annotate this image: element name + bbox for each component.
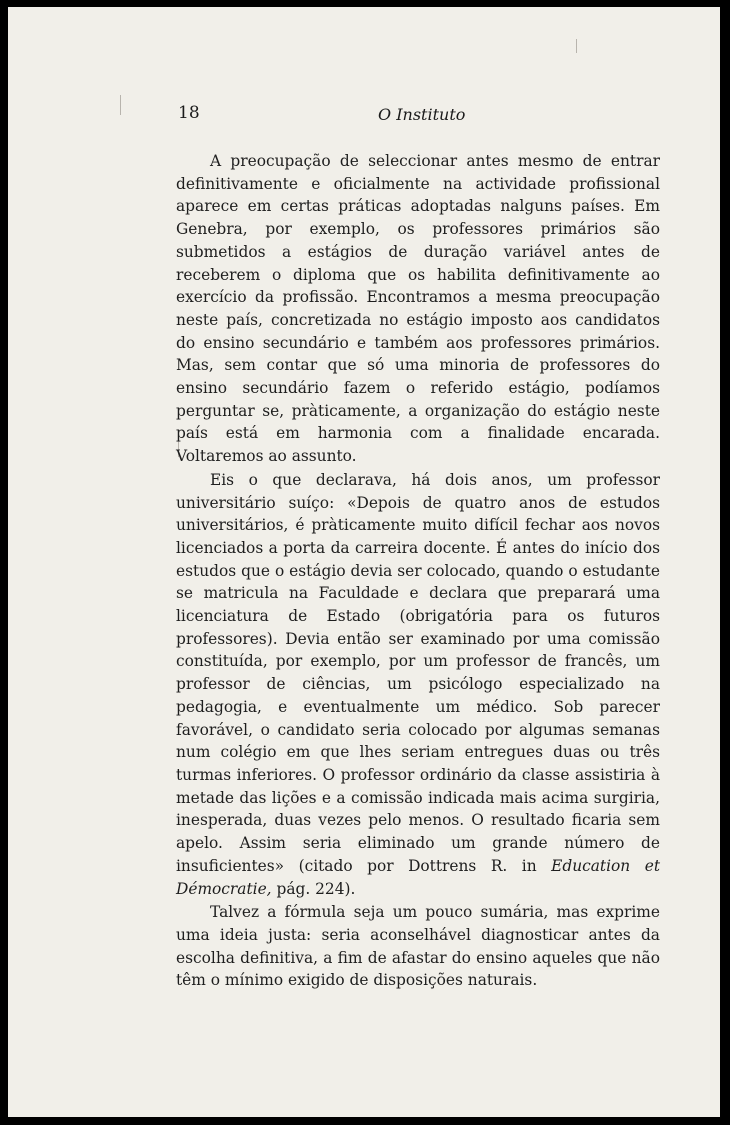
paragraph: Talvez a fórmula seja um pouco sumária, mas exprime uma ideia justa: seria aconselhável diagnosticar antes da escolha definitiva, a fim de afastar do ensino aqueles que não têm o mínimo exigido de disposições naturais.: [176, 903, 660, 990]
paragraph: [176, 469, 660, 900]
paragraph-text: Eis o que declarava, há dois anos, um professor universitário suíço: «Depois de quatro anos de estudos universitários, é pràticamente muito difícil fechar aos novos licenciados a porta da carreira docente. É antes do início dos estudos que o estágio devia ser colocado, quando o estudante se matricula na Faculdade e declara que preparará uma licenciatura de Estado (obrigatória para os futuros professores). Devia então ser examinado por uma comissão constituída, por exemplo, por um professor de francês, um professor de ciências, um psicólogo especializado na pedagogia, e eventualmente um médico. Sob parecer favorável, o candidato seria colocado por algumas semanas num colégio em que lhes seriam entregues duas ou três turmas inferiores. O professor ordinário da classe assistiria à metade das lições e a comissão indicada mais acima surgiria, inesperada, duas vezes pelo menos. O resultado ficaria sem apelo. Assim seria eliminado um grande número de insuficientes» (citado por Dottrens R. in: [176, 470, 660, 875]
page-header: [178, 103, 658, 127]
page-number: 18: [178, 103, 200, 123]
paragraph: A preocupação de seleccionar antes mesmo de entrar definitivamente e oficialmente na actividade profissional aparece em certas práticas adoptadas nalguns países. Em Genebra, por exemplo, os professores primários são submetidos a estágios de duração variável antes de receberem o diploma que os habilita definitivamente ao exercício da profissão. Encontramos a mesma preocupação neste país, concretizada no estágio imposto aos candidatos do ensino secundário e também aos professores primários. Mas, sem contar que só uma minoria de professores do ensino secundário fazem o referido estágio, podíamos perguntar se, pràticamente, a organização do estágio neste país está em harmonia com a finalidade encarada. Voltaremos ao assunto.: [176, 152, 660, 466]
running-title: O Instituto: [378, 105, 466, 124]
book-page: [8, 7, 720, 1117]
body-text: [176, 150, 660, 992]
scan-mark: [120, 95, 121, 115]
book-title: Education et Démocratie,: [176, 856, 661, 898]
paragraph-text: pág. 224).: [271, 879, 356, 898]
scan-mark: [576, 39, 577, 53]
